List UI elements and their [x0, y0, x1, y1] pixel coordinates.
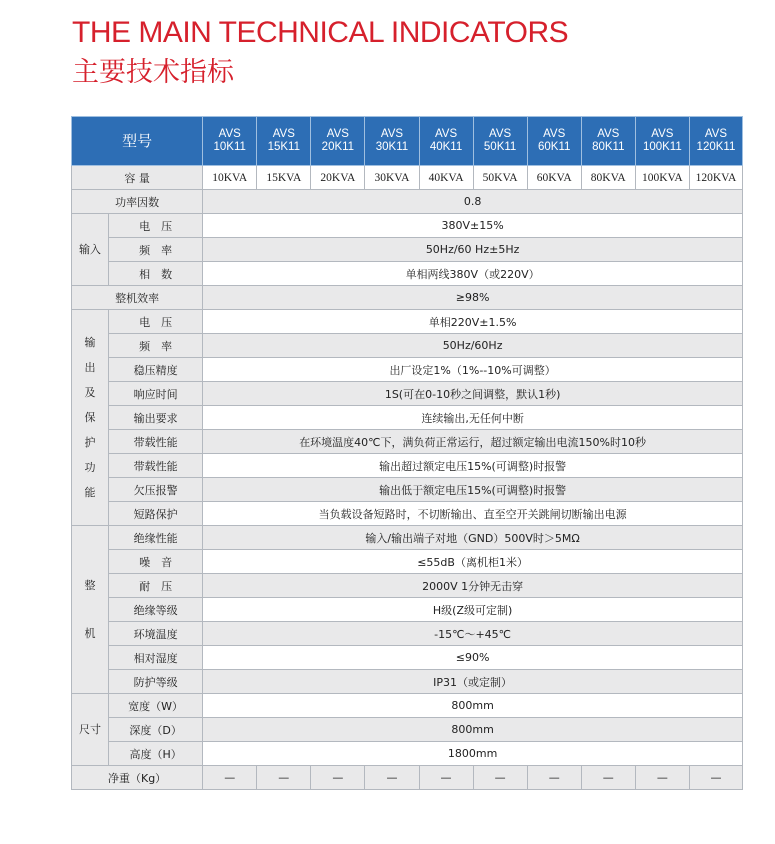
capacity-row — [72, 166, 743, 190]
row-label: 稳压精度 — [109, 358, 203, 382]
row-label: 深度（D） — [109, 718, 203, 742]
model-cell: AVS 40K11 — [419, 117, 473, 166]
power-factor-row — [72, 190, 743, 214]
size-row — [72, 694, 743, 718]
efficiency-label: 整机效率 — [72, 286, 203, 310]
machine-row — [72, 598, 743, 622]
row-value: 连续输出,无任何中断 — [203, 406, 743, 430]
row-value: 50Hz/60Hz — [203, 334, 743, 358]
weight-row — [72, 766, 743, 790]
capacity-cell: 10KVA — [203, 166, 257, 190]
row-value: 1S(可在0-10秒之间调整，默认1秒) — [203, 382, 743, 406]
row-value: 单相220V±1.5% — [203, 310, 743, 334]
model-label: 型号 — [72, 117, 203, 166]
row-label: 环境温度 — [109, 622, 203, 646]
output-row — [72, 478, 743, 502]
row-value: H级(Z级可定制) — [203, 598, 743, 622]
machine-group-label — [72, 526, 109, 694]
model-cell: AVS 80K11 — [581, 117, 635, 166]
output-group-label — [72, 310, 109, 526]
row-value: 输入/输出端子对地（GND）500V时＞5MΩ — [203, 526, 743, 550]
model-cell: AVS 30K11 — [365, 117, 419, 166]
output-row — [72, 382, 743, 406]
output-row — [72, 334, 743, 358]
group-char: 能 — [84, 486, 96, 499]
weight-cell: — — [419, 766, 473, 790]
capacity-cell: 120KVA — [689, 166, 742, 190]
weight-cell: — — [527, 766, 581, 790]
group-char: 机 — [84, 626, 96, 640]
weight-cell: — — [203, 766, 257, 790]
input-group-label: 输入 — [72, 214, 109, 286]
machine-row — [72, 550, 743, 574]
machine-row — [72, 526, 743, 550]
row-label: 电 压 — [109, 214, 203, 238]
machine-row — [72, 574, 743, 598]
weight-cell: — — [635, 766, 689, 790]
efficiency-row — [72, 286, 743, 310]
weight-label: 净重（Kg） — [72, 766, 203, 790]
capacity-cell: 40KVA — [419, 166, 473, 190]
row-label: 欠压报警 — [109, 478, 203, 502]
group-char: 功 — [84, 461, 96, 474]
machine-row — [72, 670, 743, 694]
capacity-cell: 50KVA — [473, 166, 527, 190]
row-label: 噪 音 — [109, 550, 203, 574]
model-cell: AVS 50K11 — [473, 117, 527, 166]
title-english: THE MAIN TECHNICAL INDICATORS — [72, 16, 569, 49]
row-label: 输出要求 — [109, 406, 203, 430]
model-cell: AVS 120K11 — [689, 117, 742, 166]
row-value: ≤90% — [203, 646, 743, 670]
row-label: 响应时间 — [109, 382, 203, 406]
weight-cell: — — [311, 766, 365, 790]
power-factor-label: 功率因数 — [72, 190, 203, 214]
efficiency-value: ≥98% — [203, 286, 743, 310]
row-value: 800mm — [203, 718, 743, 742]
input-row — [72, 238, 743, 262]
capacity-cell: 60KVA — [527, 166, 581, 190]
output-row — [72, 406, 743, 430]
size-row — [72, 742, 743, 766]
row-label: 相对湿度 — [109, 646, 203, 670]
input-row — [72, 214, 743, 238]
row-value: 当负载设备短路时，不切断输出、直至空开关跳闸切断输出电源 — [203, 502, 743, 526]
row-value: 在环境温度40℃下，满负荷正常运行，超过额定输出电流150%时10秒 — [203, 430, 743, 454]
row-value: 2000V 1分钟无击穿 — [203, 574, 743, 598]
row-value: IP31（或定制） — [203, 670, 743, 694]
row-label: 带载性能 — [109, 454, 203, 478]
group-char: 整 — [84, 578, 96, 592]
group-char: 及 — [84, 386, 96, 399]
weight-cell: — — [365, 766, 419, 790]
row-value: 输出超过额定电压15%(可调整)时报警 — [203, 454, 743, 478]
model-cell: AVS 100K11 — [635, 117, 689, 166]
capacity-cell: 100KVA — [635, 166, 689, 190]
row-value: 800mm — [203, 694, 743, 718]
group-char: 出 — [84, 361, 96, 374]
model-cell: AVS 60K11 — [527, 117, 581, 166]
capacity-label: 容 量 — [72, 166, 203, 190]
output-row — [72, 454, 743, 478]
model-cell: AVS 20K11 — [311, 117, 365, 166]
size-group-label: 尺寸 — [72, 694, 109, 766]
machine-row — [72, 646, 743, 670]
row-value: 50Hz/60 Hz±5Hz — [203, 238, 743, 262]
row-label: 短路保护 — [109, 502, 203, 526]
power-factor-value: 0.8 — [203, 190, 743, 214]
model-cell: AVS 15K11 — [257, 117, 311, 166]
row-label: 频 率 — [109, 238, 203, 262]
row-label: 电 压 — [109, 310, 203, 334]
row-value: ≤55dB（离机柜1米） — [203, 550, 743, 574]
row-value: 380V±15% — [203, 214, 743, 238]
capacity-cell: 15KVA — [257, 166, 311, 190]
spec-table — [71, 116, 743, 790]
size-row — [72, 718, 743, 742]
capacity-cell: 30KVA — [365, 166, 419, 190]
row-label: 耐 压 — [109, 574, 203, 598]
group-char: 输 — [84, 336, 96, 349]
output-row — [72, 502, 743, 526]
row-label: 宽度（W） — [109, 694, 203, 718]
group-char: 护 — [84, 436, 96, 449]
row-value: 单相两线380V（或220V） — [203, 262, 743, 286]
row-value: 1800mm — [203, 742, 743, 766]
group-char: 保 — [84, 411, 96, 424]
weight-cell: — — [257, 766, 311, 790]
output-row — [72, 430, 743, 454]
weight-cell: — — [689, 766, 742, 790]
row-label: 绝缘等级 — [109, 598, 203, 622]
row-value: -15℃～+45℃ — [203, 622, 743, 646]
model-cell: AVS 10K11 — [203, 117, 257, 166]
output-row — [72, 310, 743, 334]
weight-cell: — — [473, 766, 527, 790]
header-row — [72, 117, 743, 166]
row-label: 频 率 — [109, 334, 203, 358]
row-value: 输出低于额定电压15%(可调整)时报警 — [203, 478, 743, 502]
title-chinese: 主要技术指标 — [72, 57, 234, 88]
capacity-cell: 80KVA — [581, 166, 635, 190]
weight-cell: — — [581, 766, 635, 790]
row-label: 相 数 — [109, 262, 203, 286]
output-row — [72, 358, 743, 382]
row-value: 出厂设定1%（1%--10%可调整） — [203, 358, 743, 382]
machine-row — [72, 622, 743, 646]
input-row — [72, 262, 743, 286]
row-label: 防护等级 — [109, 670, 203, 694]
row-label: 绝缘性能 — [109, 526, 203, 550]
capacity-cell: 20KVA — [311, 166, 365, 190]
row-label: 带载性能 — [109, 430, 203, 454]
row-label: 高度（H） — [109, 742, 203, 766]
